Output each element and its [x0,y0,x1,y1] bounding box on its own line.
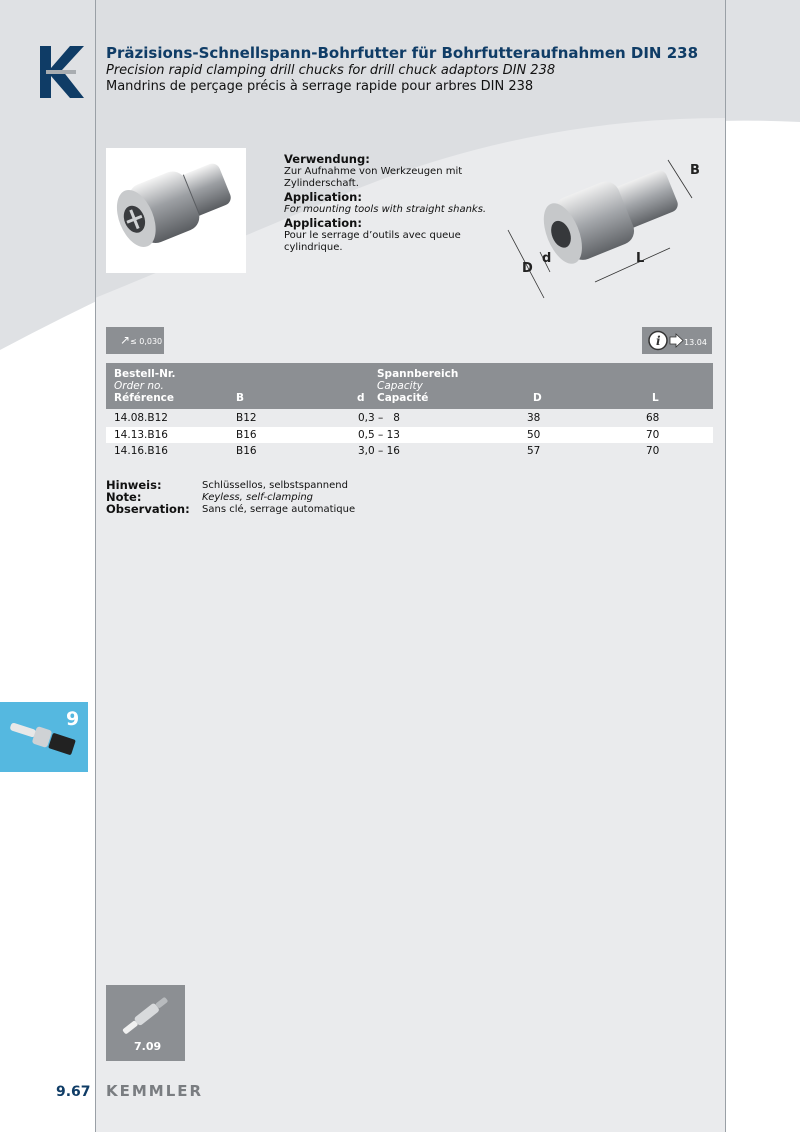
left-rule [95,0,96,1132]
page-number: 9.67 [56,1084,91,1100]
usage-heading-de: Verwendung: [284,152,370,166]
dim-label-D: D [522,261,533,276]
runout-arrow-icon: ↗ [120,333,131,347]
cell-l: 70 [646,429,660,441]
note-text-fr: Sans clé, serrage automatique [202,504,356,515]
col-l: L [652,392,659,404]
note-text-de: Schlüssellos, selbstspannend [202,480,348,491]
cell-capacity: 0,5 – 13 [358,429,400,441]
note-text-en: Keyless, self-clamping [202,492,314,503]
note-label-fr: Observation: [106,502,190,516]
brand-name: KEMMLER [106,1082,204,1100]
cell-l: 68 [646,412,660,424]
col-small-d: d [357,392,365,404]
cell-big-d: 38 [527,412,541,424]
note-label-de: Hinweis: [106,478,162,492]
cell-order: 14.13.B16 [114,429,168,441]
tolerance-value: ≤ 0,030 [130,337,163,346]
title-english: Precision rapid clamping drill chucks for drill chuck adaptors DIN 238 [106,63,556,78]
info-reference-badge [642,327,712,354]
info-icon [648,330,684,351]
usage-heading-fr: Application: [284,216,362,230]
col-order-de: Bestell-Nr. [114,368,176,380]
note-label-en: Note: [106,490,142,504]
table-row [106,443,713,459]
col-capacity-fr: Capacité [377,392,429,404]
cell-l: 70 [646,445,660,457]
cell-big-d: 57 [527,445,541,457]
table-row [106,427,713,443]
chapter-tab[interactable] [0,702,88,772]
tolerance-badge [106,327,164,354]
usage-text-de: Zur Aufnahme von Werkzeugen mit Zylinderschaft. [284,166,463,189]
cell-capacity: 3,0 – 16 [358,445,400,457]
dim-label-d: d [542,251,552,266]
table-row [106,410,713,426]
col-order-en: Order no. [114,380,164,392]
chapter-number: 9 [66,708,80,730]
dim-label-B: B [690,163,700,178]
col-b: B [236,392,245,404]
usage-heading-en: Application: [284,190,362,204]
cell-b: B16 [236,445,257,457]
cross-reference-box[interactable] [106,985,185,1061]
title-block [106,44,706,95]
usage-text-en: For mounting tools with straight shanks. [284,204,487,215]
drill-chuck-arbor-icon [116,993,176,1037]
usage-text-fr: Pour le serrage d’outils avec queue cylindrique. [284,230,461,253]
kemmler-k-logo [40,46,84,98]
col-capacity-en: Capacity [377,380,423,392]
cell-order: 14.16.B16 [114,445,168,457]
col-order-fr: Référence [114,392,175,404]
svg-text:i: i [656,334,661,348]
usage-block [284,152,494,254]
dim-label-L: L [636,251,645,266]
info-reference-value: 13.04 [684,338,707,347]
cross-reference-label: 7.09 [134,1040,162,1053]
cell-capacity: 0,3 – 8 [358,412,400,424]
col-capacity-de: Spannbereich [377,368,459,380]
cell-order: 14.08.B12 [114,412,168,424]
title-french: Mandrins de perçage précis à serrage rapide pour arbres DIN 238 [106,79,534,94]
cell-b: B16 [236,429,257,441]
drill-chuck-photo [106,148,246,273]
table-header [106,363,713,409]
cell-big-d: 50 [527,429,541,441]
right-rule [725,0,726,1132]
col-big-d: D [533,392,542,404]
cell-b: B12 [236,412,257,424]
dimension-drawing [500,140,720,305]
title-german: Präzisions-Schnellspann-Bohrfutter für Bohrfutteraufnahmen DIN 238 [106,44,699,62]
